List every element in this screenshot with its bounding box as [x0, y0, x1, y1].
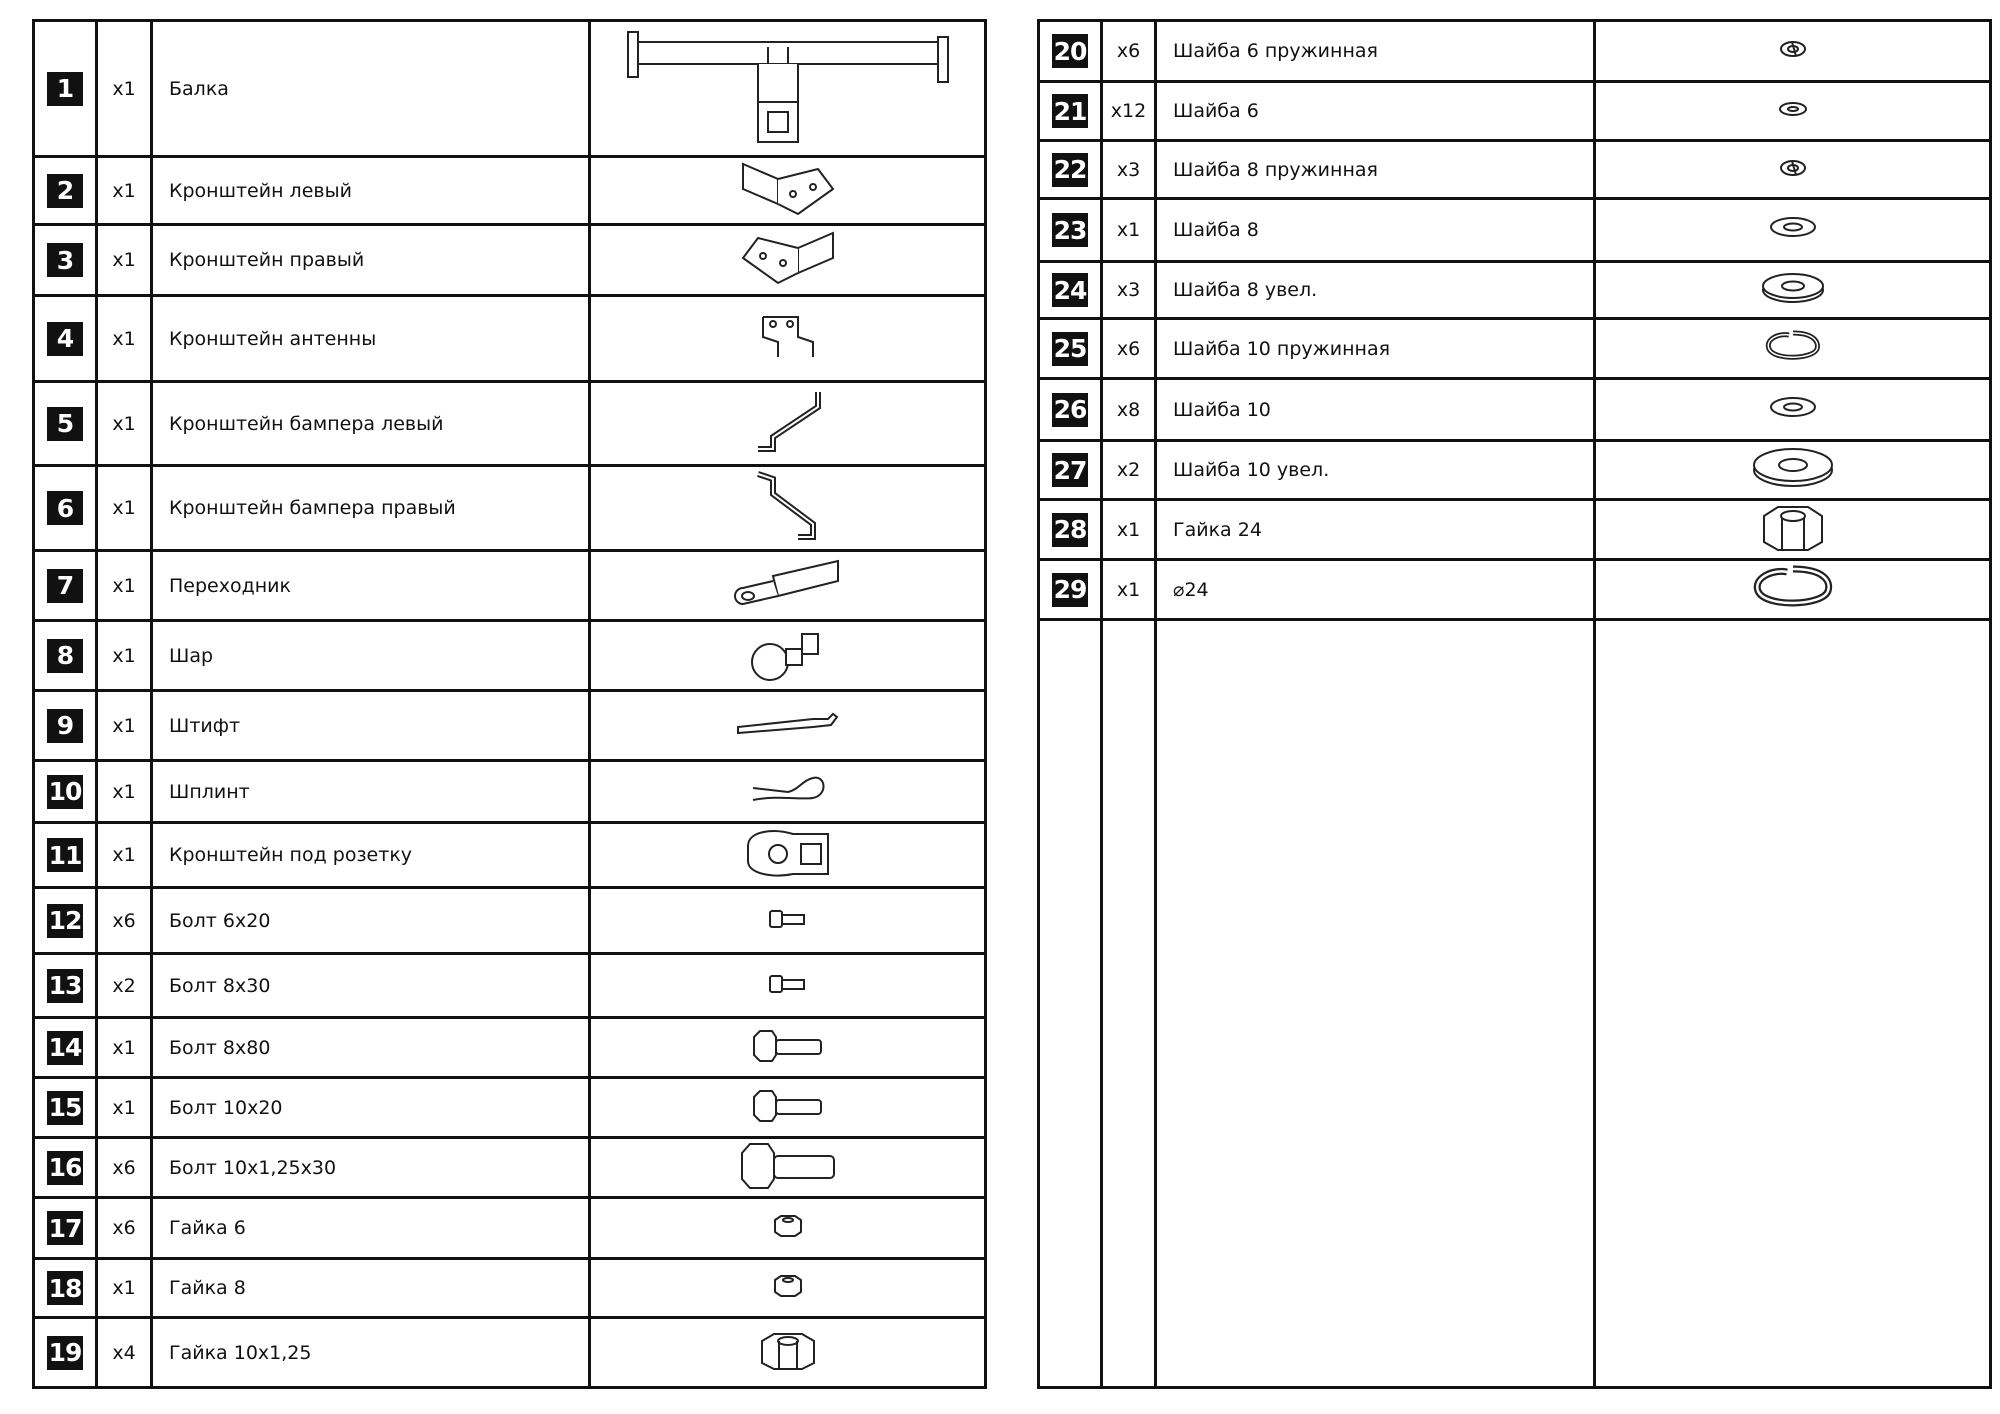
- part-quantity: x6: [1103, 22, 1157, 80]
- part-number-badge: 8: [47, 639, 83, 673]
- part-illustration: [591, 692, 984, 759]
- part-quantity: x1: [98, 824, 153, 886]
- part-number-badge: 22: [1052, 153, 1088, 187]
- part-number-badge: 7: [47, 569, 83, 603]
- part-quantity: x1: [98, 552, 153, 619]
- part-name: Шплинт: [153, 762, 591, 821]
- part-number-badge: 19: [47, 1336, 83, 1370]
- part-name: Кронштейн левый: [153, 158, 591, 223]
- part-name: Гайка 24: [1157, 501, 1596, 558]
- part-number-cell: [35, 889, 98, 952]
- part-row: [1040, 142, 1989, 200]
- left-bracket-icon: [738, 159, 838, 223]
- part-number-cell: [35, 824, 98, 886]
- part-row: [35, 1019, 984, 1079]
- part-illustration: [1596, 380, 1989, 439]
- column-divider: [1593, 621, 1596, 1386]
- part-number-cell: [1040, 320, 1103, 377]
- part-quantity: x6: [1103, 320, 1157, 377]
- part-name: Шайба 6: [1157, 83, 1596, 139]
- part-row: [35, 1139, 984, 1199]
- part-row: [35, 226, 984, 297]
- part-number-cell: [1040, 263, 1103, 317]
- part-row: [1040, 200, 1989, 263]
- part-name: ⌀24: [1157, 561, 1596, 618]
- part-illustration: [591, 1319, 984, 1386]
- part-name: Болт 10x20: [153, 1079, 591, 1136]
- part-number-badge: 24: [1052, 273, 1088, 307]
- part-illustration: [591, 467, 984, 549]
- part-quantity: x3: [1103, 263, 1157, 317]
- part-quantity: x3: [1103, 142, 1157, 197]
- part-illustration: [591, 22, 984, 155]
- part-name: Болт 8x80: [153, 1019, 591, 1076]
- part-illustration: [1596, 320, 1989, 377]
- part-illustration: [591, 1139, 984, 1196]
- part-number-cell: [1040, 561, 1103, 618]
- part-row: [1040, 380, 1989, 442]
- adapter-icon: [733, 556, 843, 615]
- part-name: Шайба 10 увел.: [1157, 442, 1596, 498]
- part-row: [35, 622, 984, 692]
- part-row: [1040, 22, 1989, 83]
- part-illustration: [591, 955, 984, 1016]
- part-name: Кронштейн антенны: [153, 297, 591, 380]
- part-number-badge: 16: [47, 1151, 83, 1185]
- part-illustration: [1596, 200, 1989, 260]
- part-illustration: [591, 383, 984, 464]
- part-number-badge: 1: [47, 72, 83, 106]
- part-number-cell: [1040, 22, 1103, 80]
- part-row: [35, 955, 984, 1019]
- part-illustration: [1596, 263, 1989, 317]
- part-quantity: x1: [98, 226, 153, 294]
- part-quantity: x1: [1103, 200, 1157, 260]
- part-row: [35, 762, 984, 824]
- part-row: [35, 22, 984, 158]
- part-illustration: [1596, 561, 1989, 618]
- bolt-medium-icon: [750, 1029, 825, 1067]
- part-name: Кронштейн под розетку: [153, 824, 591, 886]
- part-name: Балка: [153, 22, 591, 155]
- part-number-cell: [1040, 200, 1103, 260]
- part-row: [1040, 501, 1989, 561]
- part-row: [35, 552, 984, 622]
- nut-xl-icon: [1760, 504, 1826, 556]
- bolt-small-icon: [768, 973, 808, 999]
- part-quantity: x8: [1103, 380, 1157, 439]
- part-row: [35, 297, 984, 383]
- part-number-cell: [35, 22, 98, 155]
- part-quantity: x1: [1103, 561, 1157, 618]
- spring-washer-medium-icon: [1765, 329, 1821, 369]
- part-number-cell: [35, 622, 98, 689]
- washer-xl-icon: [1751, 446, 1835, 494]
- part-name: Шар: [153, 622, 591, 689]
- part-quantity: x1: [98, 22, 153, 155]
- part-quantity: x1: [98, 383, 153, 464]
- part-illustration: [591, 762, 984, 821]
- part-number-badge: 28: [1052, 513, 1088, 547]
- part-row: [35, 824, 984, 889]
- part-quantity: x6: [98, 889, 153, 952]
- part-number-cell: [35, 692, 98, 759]
- washer-medium-icon: [1768, 215, 1818, 245]
- part-illustration: [591, 226, 984, 294]
- part-number-badge: 29: [1052, 573, 1088, 607]
- part-number-cell: [35, 158, 98, 223]
- part-number-badge: 23: [1052, 213, 1088, 247]
- cotter-clip-icon: [748, 770, 828, 814]
- nut-small-icon: [772, 1274, 804, 1302]
- tow-ball-icon: [748, 624, 828, 688]
- part-quantity: x2: [1103, 442, 1157, 498]
- part-number-cell: [1040, 83, 1103, 139]
- bolt-small-icon: [768, 908, 808, 934]
- part-quantity: x1: [98, 622, 153, 689]
- right-bracket-icon: [738, 228, 838, 292]
- part-illustration: [591, 824, 984, 886]
- part-quantity: x1: [98, 1019, 153, 1076]
- part-number-cell: [35, 1260, 98, 1316]
- part-quantity: x1: [98, 467, 153, 549]
- part-quantity: x1: [98, 762, 153, 821]
- part-row: [1040, 320, 1989, 380]
- part-illustration: [591, 1260, 984, 1316]
- antenna-bracket-icon: [758, 312, 818, 366]
- part-illustration: [591, 622, 984, 689]
- nut-small-icon: [772, 1214, 804, 1242]
- part-quantity: x1: [98, 1079, 153, 1136]
- tow-beam-icon: [628, 27, 948, 151]
- part-row: [35, 158, 984, 226]
- part-number-badge: 20: [1052, 34, 1088, 68]
- part-illustration: [591, 889, 984, 952]
- washer-small-icon: [1778, 101, 1808, 121]
- pin-icon: [733, 709, 843, 743]
- part-number-cell: [35, 955, 98, 1016]
- nut-large-icon: [759, 1331, 817, 1375]
- part-row: [1040, 263, 1989, 320]
- bumper-bracket-left-icon: [753, 387, 823, 461]
- part-illustration: [591, 1079, 984, 1136]
- part-quantity: x4: [98, 1319, 153, 1386]
- part-quantity: x1: [98, 297, 153, 380]
- part-name: Кронштейн правый: [153, 226, 591, 294]
- part-number-badge: 18: [47, 1271, 83, 1305]
- part-name: Кронштейн бампера правый: [153, 467, 591, 549]
- part-number-badge: 5: [47, 407, 83, 441]
- part-name: Шайба 8: [1157, 200, 1596, 260]
- parts-table-left: [32, 19, 987, 1389]
- part-number-cell: [35, 226, 98, 294]
- part-illustration: [1596, 142, 1989, 197]
- spring-washer-small-icon: [1778, 158, 1808, 182]
- part-number-badge: 10: [47, 775, 83, 809]
- part-quantity: x2: [98, 955, 153, 1016]
- part-name: Переходник: [153, 552, 591, 619]
- part-row: [35, 1319, 984, 1389]
- part-number-badge: 17: [47, 1211, 83, 1245]
- part-illustration: [1596, 22, 1989, 80]
- part-name: Штифт: [153, 692, 591, 759]
- part-name: Шайба 6 пружинная: [1157, 22, 1596, 80]
- socket-bracket-icon: [743, 826, 833, 885]
- part-row: [1040, 83, 1989, 142]
- part-row: [35, 1199, 984, 1260]
- part-number-badge: 21: [1052, 94, 1088, 128]
- part-illustration: [591, 297, 984, 380]
- part-name: Шайба 10 пружинная: [1157, 320, 1596, 377]
- part-number-badge: 12: [47, 904, 83, 938]
- part-quantity: x1: [98, 1260, 153, 1316]
- part-row: [35, 1079, 984, 1139]
- part-number-badge: 15: [47, 1091, 83, 1125]
- part-illustration: [591, 1199, 984, 1257]
- part-number-cell: [35, 467, 98, 549]
- part-number-cell: [35, 552, 98, 619]
- spring-washer-small-icon: [1778, 39, 1808, 63]
- part-row: [35, 467, 984, 552]
- part-row: [35, 383, 984, 467]
- part-illustration: [1596, 442, 1989, 498]
- part-quantity: x1: [1103, 501, 1157, 558]
- part-number-badge: 6: [47, 491, 83, 525]
- part-row: [35, 692, 984, 762]
- part-number-badge: 4: [47, 322, 83, 356]
- part-number-cell: [1040, 380, 1103, 439]
- column-divider: [1154, 621, 1157, 1386]
- part-number-cell: [35, 1139, 98, 1196]
- column-divider: [1100, 621, 1103, 1386]
- part-number-badge: 3: [47, 243, 83, 277]
- spring-washer-xl-icon: [1753, 564, 1833, 616]
- part-number-cell: [35, 383, 98, 464]
- part-number-cell: [1040, 142, 1103, 197]
- part-illustration: [591, 1019, 984, 1076]
- part-number-cell: [35, 1319, 98, 1386]
- part-name: Шайба 8 пружинная: [1157, 142, 1596, 197]
- part-name: Шайба 8 увел.: [1157, 263, 1596, 317]
- parts-table-right: [1037, 19, 1992, 1389]
- part-quantity: x6: [98, 1199, 153, 1257]
- part-row: [1040, 561, 1989, 621]
- part-number-badge: 11: [47, 838, 83, 872]
- part-name: Шайба 10: [1157, 380, 1596, 439]
- part-number-cell: [35, 1019, 98, 1076]
- part-illustration: [1596, 501, 1989, 558]
- part-number-badge: 13: [47, 969, 83, 1003]
- part-number-cell: [35, 762, 98, 821]
- part-name: Кронштейн бампера левый: [153, 383, 591, 464]
- part-quantity: x1: [98, 692, 153, 759]
- part-quantity: x12: [1103, 83, 1157, 139]
- part-number-badge: 27: [1052, 453, 1088, 487]
- washer-large-icon: [1760, 270, 1826, 310]
- part-illustration: [1596, 83, 1989, 139]
- part-quantity: x6: [98, 1139, 153, 1196]
- part-quantity: x1: [98, 158, 153, 223]
- part-number-badge: 14: [47, 1031, 83, 1065]
- washer-medium-icon: [1768, 395, 1818, 425]
- part-illustration: [591, 158, 984, 223]
- part-name: Болт 10x1,25x30: [153, 1139, 591, 1196]
- part-number-badge: 9: [47, 709, 83, 743]
- part-number-cell: [1040, 442, 1103, 498]
- part-name: Гайка 6: [153, 1199, 591, 1257]
- part-number-badge: 25: [1052, 332, 1088, 366]
- part-illustration: [591, 552, 984, 619]
- part-row: [35, 1260, 984, 1319]
- part-name: Гайка 8: [153, 1260, 591, 1316]
- part-row: [35, 889, 984, 955]
- part-number-cell: [35, 1079, 98, 1136]
- bumper-bracket-right-icon: [753, 469, 823, 548]
- part-name: Болт 8x30: [153, 955, 591, 1016]
- part-name: Болт 6x20: [153, 889, 591, 952]
- part-number-badge: 2: [47, 174, 83, 208]
- bolt-large-icon: [738, 1141, 838, 1195]
- part-number-badge: 26: [1052, 393, 1088, 427]
- part-number-cell: [35, 297, 98, 380]
- part-row: [1040, 442, 1989, 501]
- part-number-cell: [1040, 501, 1103, 558]
- bolt-medium-icon: [750, 1089, 825, 1127]
- part-number-cell: [35, 1199, 98, 1257]
- part-name: Гайка 10x1,25: [153, 1319, 591, 1386]
